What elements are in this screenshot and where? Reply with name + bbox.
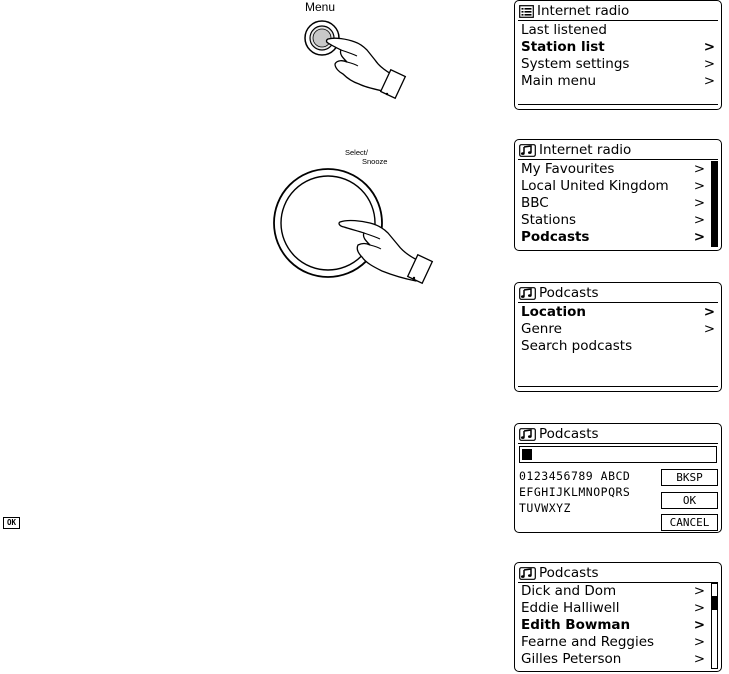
screen-title xyxy=(519,285,599,302)
scrollbar[interactable] xyxy=(711,161,718,247)
cancel-button[interactable]: CANCEL xyxy=(661,514,718,531)
list-item-selected[interactable]: Edith Bowman > xyxy=(521,617,705,633)
list-item[interactable]: Gilles Peterson > xyxy=(521,651,705,667)
screen-title-text: Podcasts xyxy=(539,285,599,301)
menu-item-main-menu[interactable]: Main menu > xyxy=(521,73,715,89)
backspace-button[interactable]: BKSP xyxy=(661,469,718,486)
menu-item-search-podcasts[interactable]: Search podcasts xyxy=(521,338,633,354)
screen-title xyxy=(519,3,629,20)
char-row-1[interactable]: 0123456789 ABCD xyxy=(519,469,631,483)
lcd-screen-internet-radio-menu xyxy=(514,0,722,110)
music-notes-icon xyxy=(519,567,536,580)
music-notes-icon xyxy=(519,428,536,441)
screen-title-text: Podcasts xyxy=(539,565,599,581)
text-cursor xyxy=(522,449,532,460)
menu-item-stations[interactable]: Stations > xyxy=(521,212,705,228)
list-icon xyxy=(519,5,534,18)
menu-button-label: Menu xyxy=(305,0,336,14)
ok-key-icon: OK xyxy=(3,517,20,529)
lcd-screen-podcast-list xyxy=(514,562,722,672)
select-knob-hand-illustration xyxy=(268,165,438,290)
menu-item-location[interactable]: Location > xyxy=(521,304,715,320)
select-snooze-label-line1: Select/ xyxy=(345,148,368,157)
screen-title-text: Internet radio xyxy=(539,142,632,158)
music-notes-icon xyxy=(519,144,536,157)
menu-item-bbc[interactable]: BBC > xyxy=(521,195,705,211)
scrollbar-thumb[interactable] xyxy=(712,596,717,610)
ok-button[interactable]: OK xyxy=(661,492,718,509)
menu-item-my-favourites[interactable]: My Favourites > xyxy=(521,161,705,177)
char-row-2[interactable]: EFGHIJKLMNOPQRS xyxy=(519,485,631,499)
list-item[interactable]: Eddie Halliwell > xyxy=(521,600,705,616)
screen-title-text: Podcasts xyxy=(539,426,599,442)
lcd-screen-station-list xyxy=(514,139,722,251)
menu-button-hand-illustration xyxy=(295,14,415,104)
search-text-entry[interactable] xyxy=(519,446,717,463)
char-row-3[interactable]: TUVWXYZ xyxy=(519,501,571,515)
screen-title xyxy=(519,565,599,582)
select-snooze-label-line2: Snooze xyxy=(362,157,388,166)
music-notes-icon xyxy=(519,287,536,300)
menu-item-last-listened[interactable]: Last listened xyxy=(521,22,607,38)
menu-item-system-settings[interactable]: System settings > xyxy=(521,56,715,72)
scrollbar[interactable] xyxy=(711,583,718,669)
lcd-screen-podcasts-menu xyxy=(514,282,722,392)
lcd-screen-podcast-search-keyboard xyxy=(514,423,722,533)
menu-item-station-list[interactable]: Station list > xyxy=(521,39,715,55)
menu-item-local-united-kingdom[interactable]: Local United Kingdom > xyxy=(521,178,705,194)
list-item[interactable]: Fearne and Reggies > xyxy=(521,634,705,650)
screen-title-text: Internet radio xyxy=(537,3,630,19)
menu-item-podcasts[interactable]: Podcasts > xyxy=(521,229,705,245)
list-item[interactable]: Dick and Dom > xyxy=(521,583,705,599)
scrollbar-thumb[interactable] xyxy=(712,162,717,246)
menu-item-genre[interactable]: Genre > xyxy=(521,321,715,337)
screen-title xyxy=(519,142,631,159)
screen-title xyxy=(519,426,599,443)
